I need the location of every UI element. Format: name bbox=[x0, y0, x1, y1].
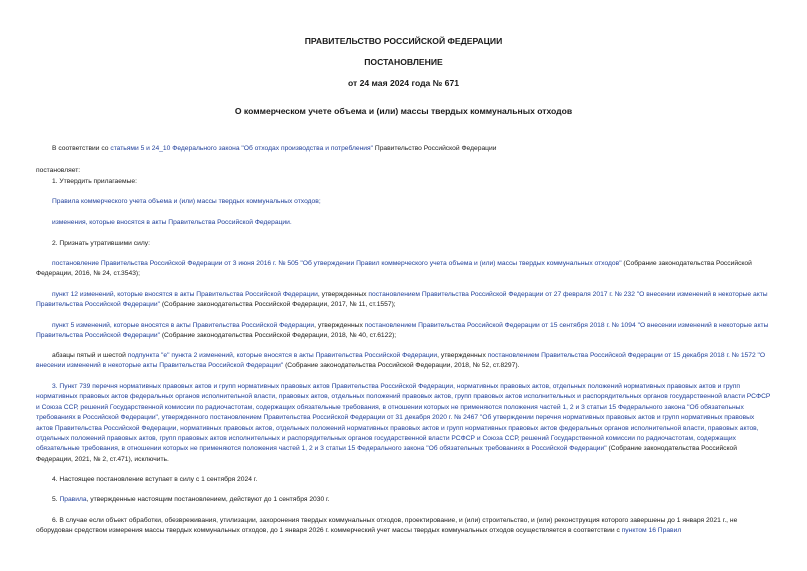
item-5-number: 5. bbox=[52, 496, 60, 503]
resolution-505-link[interactable]: постановление Правительства Российской Федерации от 3 июня 2016 г. № 505 "Об утверждении Правил коммерческого учета объема и (или) массы твердых коммунальных отходов" bbox=[52, 260, 622, 267]
intro-text: В соответствии со bbox=[52, 145, 111, 152]
item-5 bbox=[36, 495, 772, 505]
item-3 bbox=[36, 382, 772, 465]
item-2-a bbox=[36, 259, 772, 280]
point-739-link[interactable]: 3. Пункт 739 перечня нормативных правовых актов и групп нормативных правовых актов Правительства Российской Федерации, нормативных правовых актов, отдельных положений нормативных правовых актов и групп нормативных правовых актов федеральных органов исполнительной власти, правовых актов, отдельных положений правовых актов, групп правовых актов исполнительных и распорядительных органов государственной власти РСФСР и Союза ССР, решений Государственной комиссии по радиочастотам, содержащих обязательные требования, в отношении которых не применяются положения частей 1, 2 и 3 статьи 15 Федерального закона "Об обязательных требованиях в Российской Федерации", утвержденного постановлением Правительства Российской Федерации от 31 декабря 2020 г. № 2467 "Об утверждении перечня нормативных правовых актов и групп нормативных правовых актов Правительства Российской Федерации, нормативных правовых актов, отдельных положений нормативных правовых актов и групп нормативных правовых актов федеральных органов исполнительной власти, правовых актов, отдельных положений правовых актов, групп правовых актов исполнительных и распорядительных органов государственной власти РСФСР и Союза ССР, решений Государственной комиссии по радиочастотам, содержащих обязательные требования, в отношении которых не применяются положения частей 1, 2 и 3 статьи 15 Федерального закона "Об обязательных требованиях в Российской Федерации" bbox=[36, 383, 771, 453]
item-2-a-tail: (Собрание законодательства Российской Федерации, 2016, № 24, ст.3543); bbox=[36, 260, 752, 278]
item-4: 4. Настоящее постановление вступает в силу с 1 сентября 2024 г. bbox=[52, 476, 258, 483]
item-6 bbox=[36, 516, 772, 537]
point-12-link[interactable]: пункт 12 изменений, которые вносятся в акты Правительства Российской Федерации bbox=[52, 291, 318, 298]
item-6-text: 6. В случае если объект обработки, обезвреживания, утилизации, захоронения твердых коммунальных отходов, проектирование, и (или) строительство, и (или) реконструкция которого завершены до 1 января 2021 г., не оборудован средством измерения массы твердых коммунальных отходов, до 1 января 2026 г. коммерческий учет массы твердых коммунальных отходов осуществляется в соответствии с bbox=[36, 517, 738, 535]
item-3-tail: (Собрание законодательства Российской Федерации, 2021, № 2, ст.471), исключить. bbox=[36, 445, 737, 463]
intro-tail: Правительство Российской Федерации bbox=[373, 145, 497, 152]
resolution-232-link[interactable]: постановлением Правительства Российской Федерации от 27 февраля 2017 г. № 232 "О внесении изменений в некоторые акты Правительства Российской Федерации" bbox=[36, 291, 768, 309]
rules-link[interactable]: Правила коммерческого учета объема и (или) массы твердых коммунальных отходов; bbox=[52, 198, 321, 205]
item-1-rules-link bbox=[36, 197, 772, 207]
doc-type-heading: ПОСТАНОВЛЕНИЕ bbox=[364, 57, 443, 67]
org-heading: ПРАВИТЕЛЬСТВО РОССИЙСКОЙ ФЕДЕРАЦИИ bbox=[304, 36, 503, 46]
item-2-c-mid: , утвержденных bbox=[314, 322, 365, 329]
document-title: О коммерческом учете объема и (или) массы твердых коммунальных отходов bbox=[234, 106, 573, 116]
item-5-text: , утвержденные настоящим постановлением, действуют до 1 сентября 2030 г. bbox=[86, 496, 330, 503]
intro-paragraph bbox=[36, 144, 772, 154]
law-link[interactable]: статьями 5 и 24_10 Федерального закона "Об отходах производства и потребления" bbox=[110, 145, 374, 152]
item-2-c-tail: (Собрание законодательства Российской Федерации, 2018, № 40, ст.6122); bbox=[159, 332, 397, 340]
point-5-link[interactable]: пункт 5 изменений, которые вносятся в акты Правительства Российской Федерации bbox=[52, 322, 315, 329]
date-number: от 24 мая 2024 года № 671 bbox=[347, 78, 460, 88]
item-2-d-tail: (Собрание законодательства Российской Федерации, 2018, № 52, ст.8297). bbox=[283, 362, 520, 370]
changes-link[interactable]: изменения, которые вносятся в акты Правительства Российской Федерации. bbox=[52, 219, 292, 226]
item-2-b-tail: (Собрание законодательства Российской Федерации, 2017, № 11, ст.1557); bbox=[159, 301, 396, 309]
rules-short-link[interactable]: Правила bbox=[59, 496, 87, 503]
item-2-d-text: абзацы пятый и шестой bbox=[52, 352, 128, 359]
resolution-1094-link[interactable]: постановлением Правительства Российской Федерации от 15 сентября 2018 г. № 1094 "О внесении изменений в некоторые акты Правительства Российской Федерации" bbox=[36, 322, 769, 340]
item-2-b-mid: , утвержденных bbox=[317, 291, 369, 298]
resolution-1572-link[interactable]: постановлением Правительства Российской Федерации от 15 декабря 2018 г. № 1572 "О внесении изменений в некоторые акты Правительства Российской Федерации" bbox=[36, 352, 766, 370]
item-1: 1. Утвердить прилагаемые: bbox=[52, 178, 137, 185]
item-2: 2. Признать утратившими силу: bbox=[52, 240, 150, 247]
item-2-c bbox=[36, 321, 772, 342]
item-1-changes-link bbox=[36, 218, 772, 228]
item-2-d-mid: , утвержденных bbox=[437, 352, 488, 359]
item-2-d bbox=[36, 351, 772, 372]
subpoint-e-link[interactable]: подпункта "е" пункта 2 изменений, которые вносятся в акты Правительства Российской Федерации bbox=[127, 352, 438, 359]
point-16-link[interactable]: пунктом 16 Правил bbox=[621, 527, 682, 535]
decides-text: постановляет: bbox=[36, 167, 81, 174]
item-2-b bbox=[36, 290, 772, 311]
